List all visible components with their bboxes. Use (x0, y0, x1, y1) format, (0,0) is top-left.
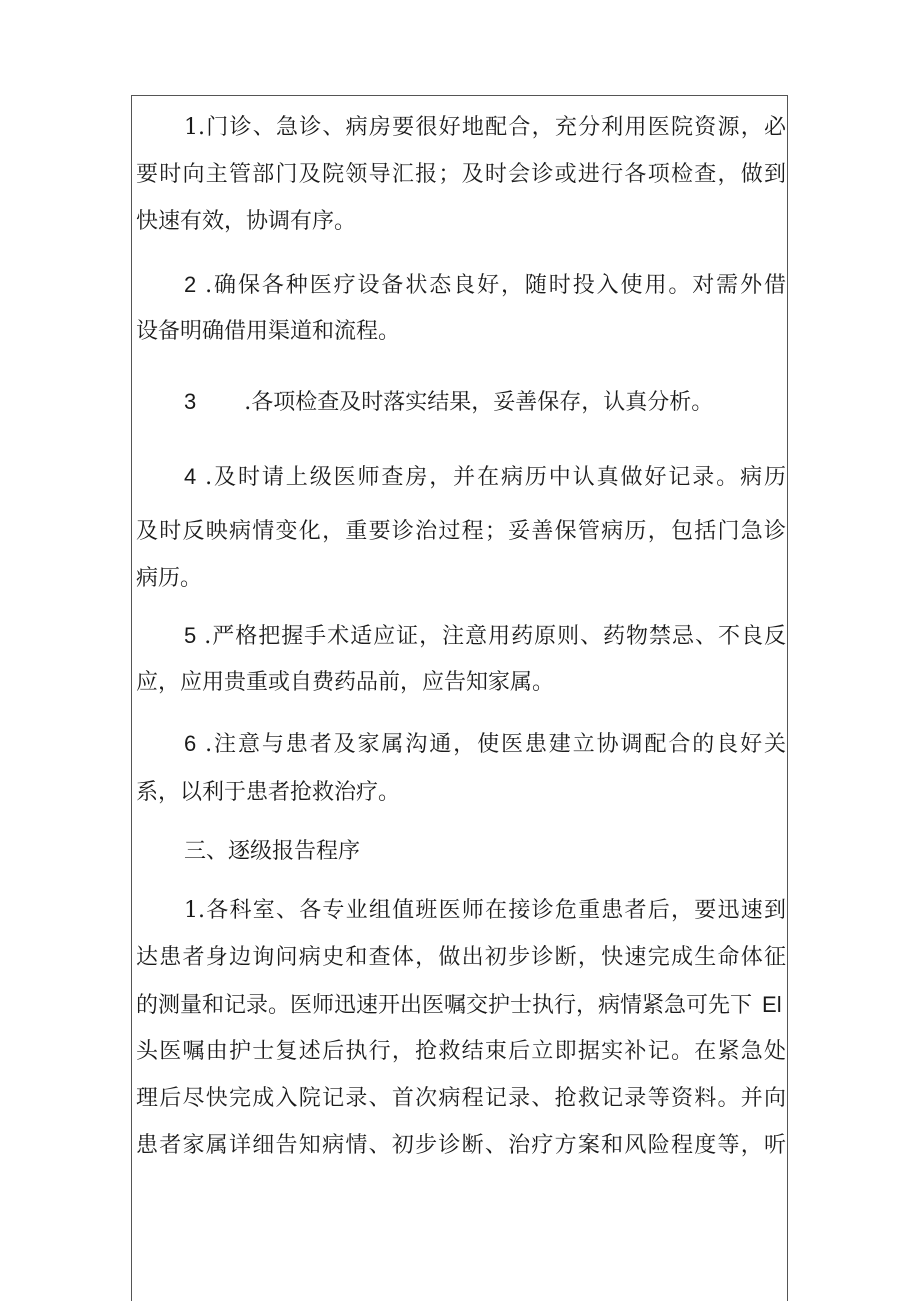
p5-line-1-text: .严格把握手术适应证，注意用药原则、药物禁忌、不良反 (204, 624, 786, 649)
p6-number: 6 (184, 731, 197, 756)
p5-number: 5 (184, 623, 197, 648)
p3-line-1 (184, 387, 834, 418)
section-heading-3: 三、逐级报告程序 (184, 839, 361, 864)
p2-number: 2 (184, 272, 197, 297)
p2-line-1-text: .确保各种医疗设备状态良好，随时投入使用。对需外借 (205, 273, 786, 298)
p7-line-5: 理后尽快完成入院记录、首次病程记录、抢救记录等资料。并向 (136, 1086, 786, 1111)
p1-line-2: 要时向主管部门及院领导汇报；及时会诊或进行各项检查，做到 (136, 162, 786, 187)
p7-line-2: 达患者身边询问病史和查体，做出初步诊断，快速完成生命体征 (136, 945, 786, 970)
p1-line-1: 1.门诊、急诊、病房要很好地配合，充分利用医院资源，必 (184, 115, 786, 140)
p6-line-1-text: .注意与患者及家属沟通，使医患建立协调配合的良好关 (205, 732, 786, 757)
p4-line-1-text: .及时请上级医师查房，并在病历中认真做好记录。病历 (205, 465, 786, 490)
p7-line-6: 患者家属详细告知病情、初步诊断、治疗方案和风险程度等，听 (136, 1133, 786, 1158)
p7-line-4: 头医嘱由护士复述后执行，抢救结束后立即据实补记。在紧急处 (136, 1039, 786, 1064)
p6-line-2: 系，以利于患者抢救治疗。 (136, 780, 401, 805)
p3-number: 3 (184, 389, 197, 414)
p2-line-2: 设备明确借用渠道和流程。 (136, 319, 401, 344)
p4-line-2: 及时反映病情变化，重要诊治过程；妥善保管病历，包括门急诊 (136, 519, 786, 544)
p4-line-1 (184, 462, 786, 493)
p4-number: 4 (184, 464, 197, 489)
p2-line-1 (184, 270, 786, 301)
p5-line-2: 应，应用贵重或自费药品前，应告知家属。 (136, 670, 555, 695)
p7-line-1: 1.各科室、各专业组值班医师在接诊危重患者后，要迅速到 (184, 898, 786, 923)
p7-line-3-text: 的测量和记录。医师迅速开出医嘱交护士执行，病情紧急可先下 (136, 993, 753, 1018)
p7-line-3-tail: El (762, 992, 782, 1017)
p7-line-3 (136, 990, 788, 1021)
p5-line-1 (184, 621, 786, 652)
p6-line-1 (184, 729, 786, 760)
p1-line-3: 快速有效，协调有序。 (136, 209, 357, 234)
p3-line-1-text: .各项检查及时落实结果，妥善保存，认真分析。 (244, 390, 714, 415)
p4-line-3: 病历。 (136, 566, 203, 591)
